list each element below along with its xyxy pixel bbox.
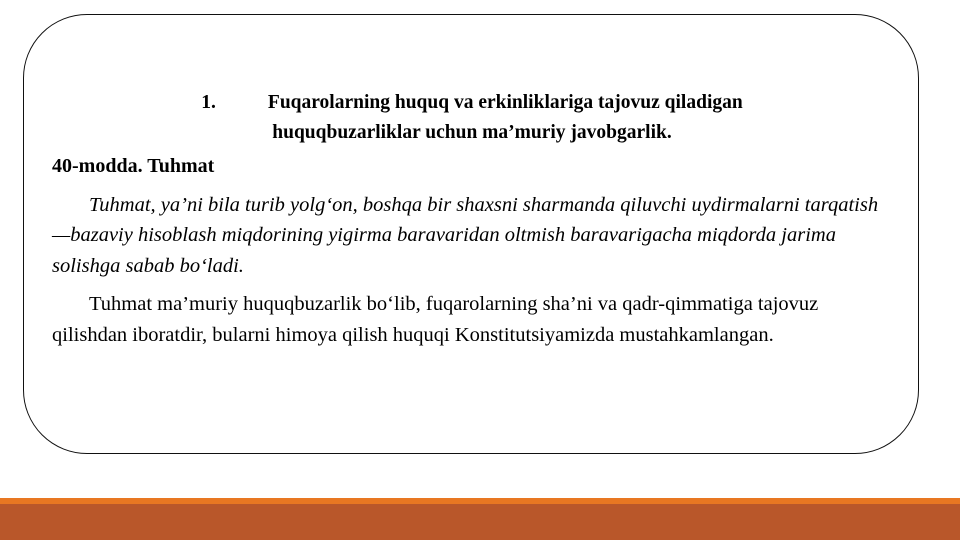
heading-line2: huquqbuzarliklar uchun ma’muriy javobgarlik. [272,121,672,143]
article-title: 40-modda. Tuhmat [52,155,215,177]
section-heading [52,88,892,147]
heading-number: 1. [201,92,216,113]
article-commentary: Tuhmat ma’muriy huquqbuzarlik bo‘lib, fuqarolarning sha’ni va qadr-qimmatiga tajovuz qilishdan iboratdir, bularni himoya qilish huquqi Konstitutsiyamizda mustahkamlangan. [52,293,819,346]
slide-content [52,88,892,350]
footer-band [0,504,960,540]
heading-line1: Fuqarolarning huquq va erkinliklariga tajovuz qiladigan [267,92,743,113]
article-text-italic: Tuhmat, ya’ni bila turib yolg‘on, boshqa bir shaxsni sharmanda qiluvchi uydirmalarni tarqatish —bazaviy hisoblash miqdorining yigirma baravaridan oltmish baravarigacha miqdorda jarima solishga sabab bo‘ladi. [52,193,879,277]
